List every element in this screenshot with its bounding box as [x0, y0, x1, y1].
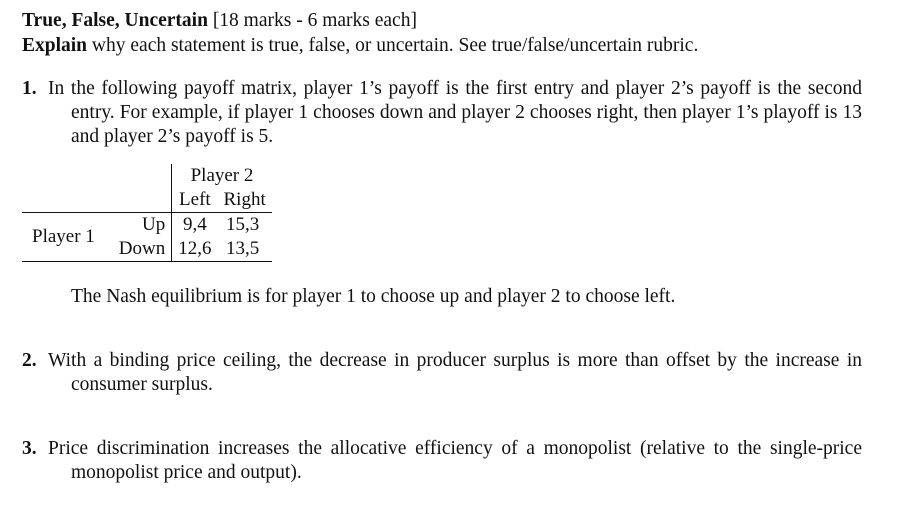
question-text: With a binding price ceiling, the decrease in producer surplus is more than offset by the increase in consumer surplus.: [48, 350, 862, 395]
question-1: [22, 77, 862, 149]
row-label: Up: [113, 213, 172, 238]
question-text: In the following payoff matrix, player 1’s payoff is the first entry and player 2’s payoff is the second entry. For example, if player 1 chooses down and player 2 chooses right, then player 1’s playoff is 13 and player 2’s payoff is 5.: [48, 78, 862, 147]
col-header: Right: [223, 189, 266, 210]
row-player-label: Player 1: [22, 213, 113, 262]
payoff-cell: 13,5: [218, 237, 272, 262]
payoff-cell: 12,6: [172, 237, 218, 262]
instructions-bold: Explain: [22, 35, 88, 56]
question-text: Price discrimination increases the allocative efficiency of a monopolist (relative to the single-price monopolist price and output).: [48, 438, 862, 483]
section-title: [22, 10, 417, 32]
col-header: Left: [172, 188, 218, 213]
instructions: [22, 35, 698, 57]
col-player-label: Player 2: [172, 164, 272, 188]
payoff-matrix: [22, 164, 272, 262]
payoff-cell: 15,3: [218, 213, 272, 238]
question-number: 1.: [22, 78, 37, 99]
payoff-cell: 9,4: [172, 213, 218, 238]
question-number: 2.: [22, 350, 37, 371]
question-number: 3.: [22, 438, 37, 459]
instructions-text: why each statement is true, false, or uncertain. See true/false/uncertain rubric.: [87, 35, 699, 56]
row-label: Down: [113, 237, 172, 262]
question-1-statement: The Nash equilibrium is for player 1 to choose up and player 2 to choose left.: [71, 286, 676, 307]
question-2: [22, 349, 862, 397]
title-bold: True, False, Uncertain: [22, 10, 208, 31]
question-3: [22, 437, 862, 485]
title-marks: [18 marks - 6 marks each]: [207, 10, 417, 31]
